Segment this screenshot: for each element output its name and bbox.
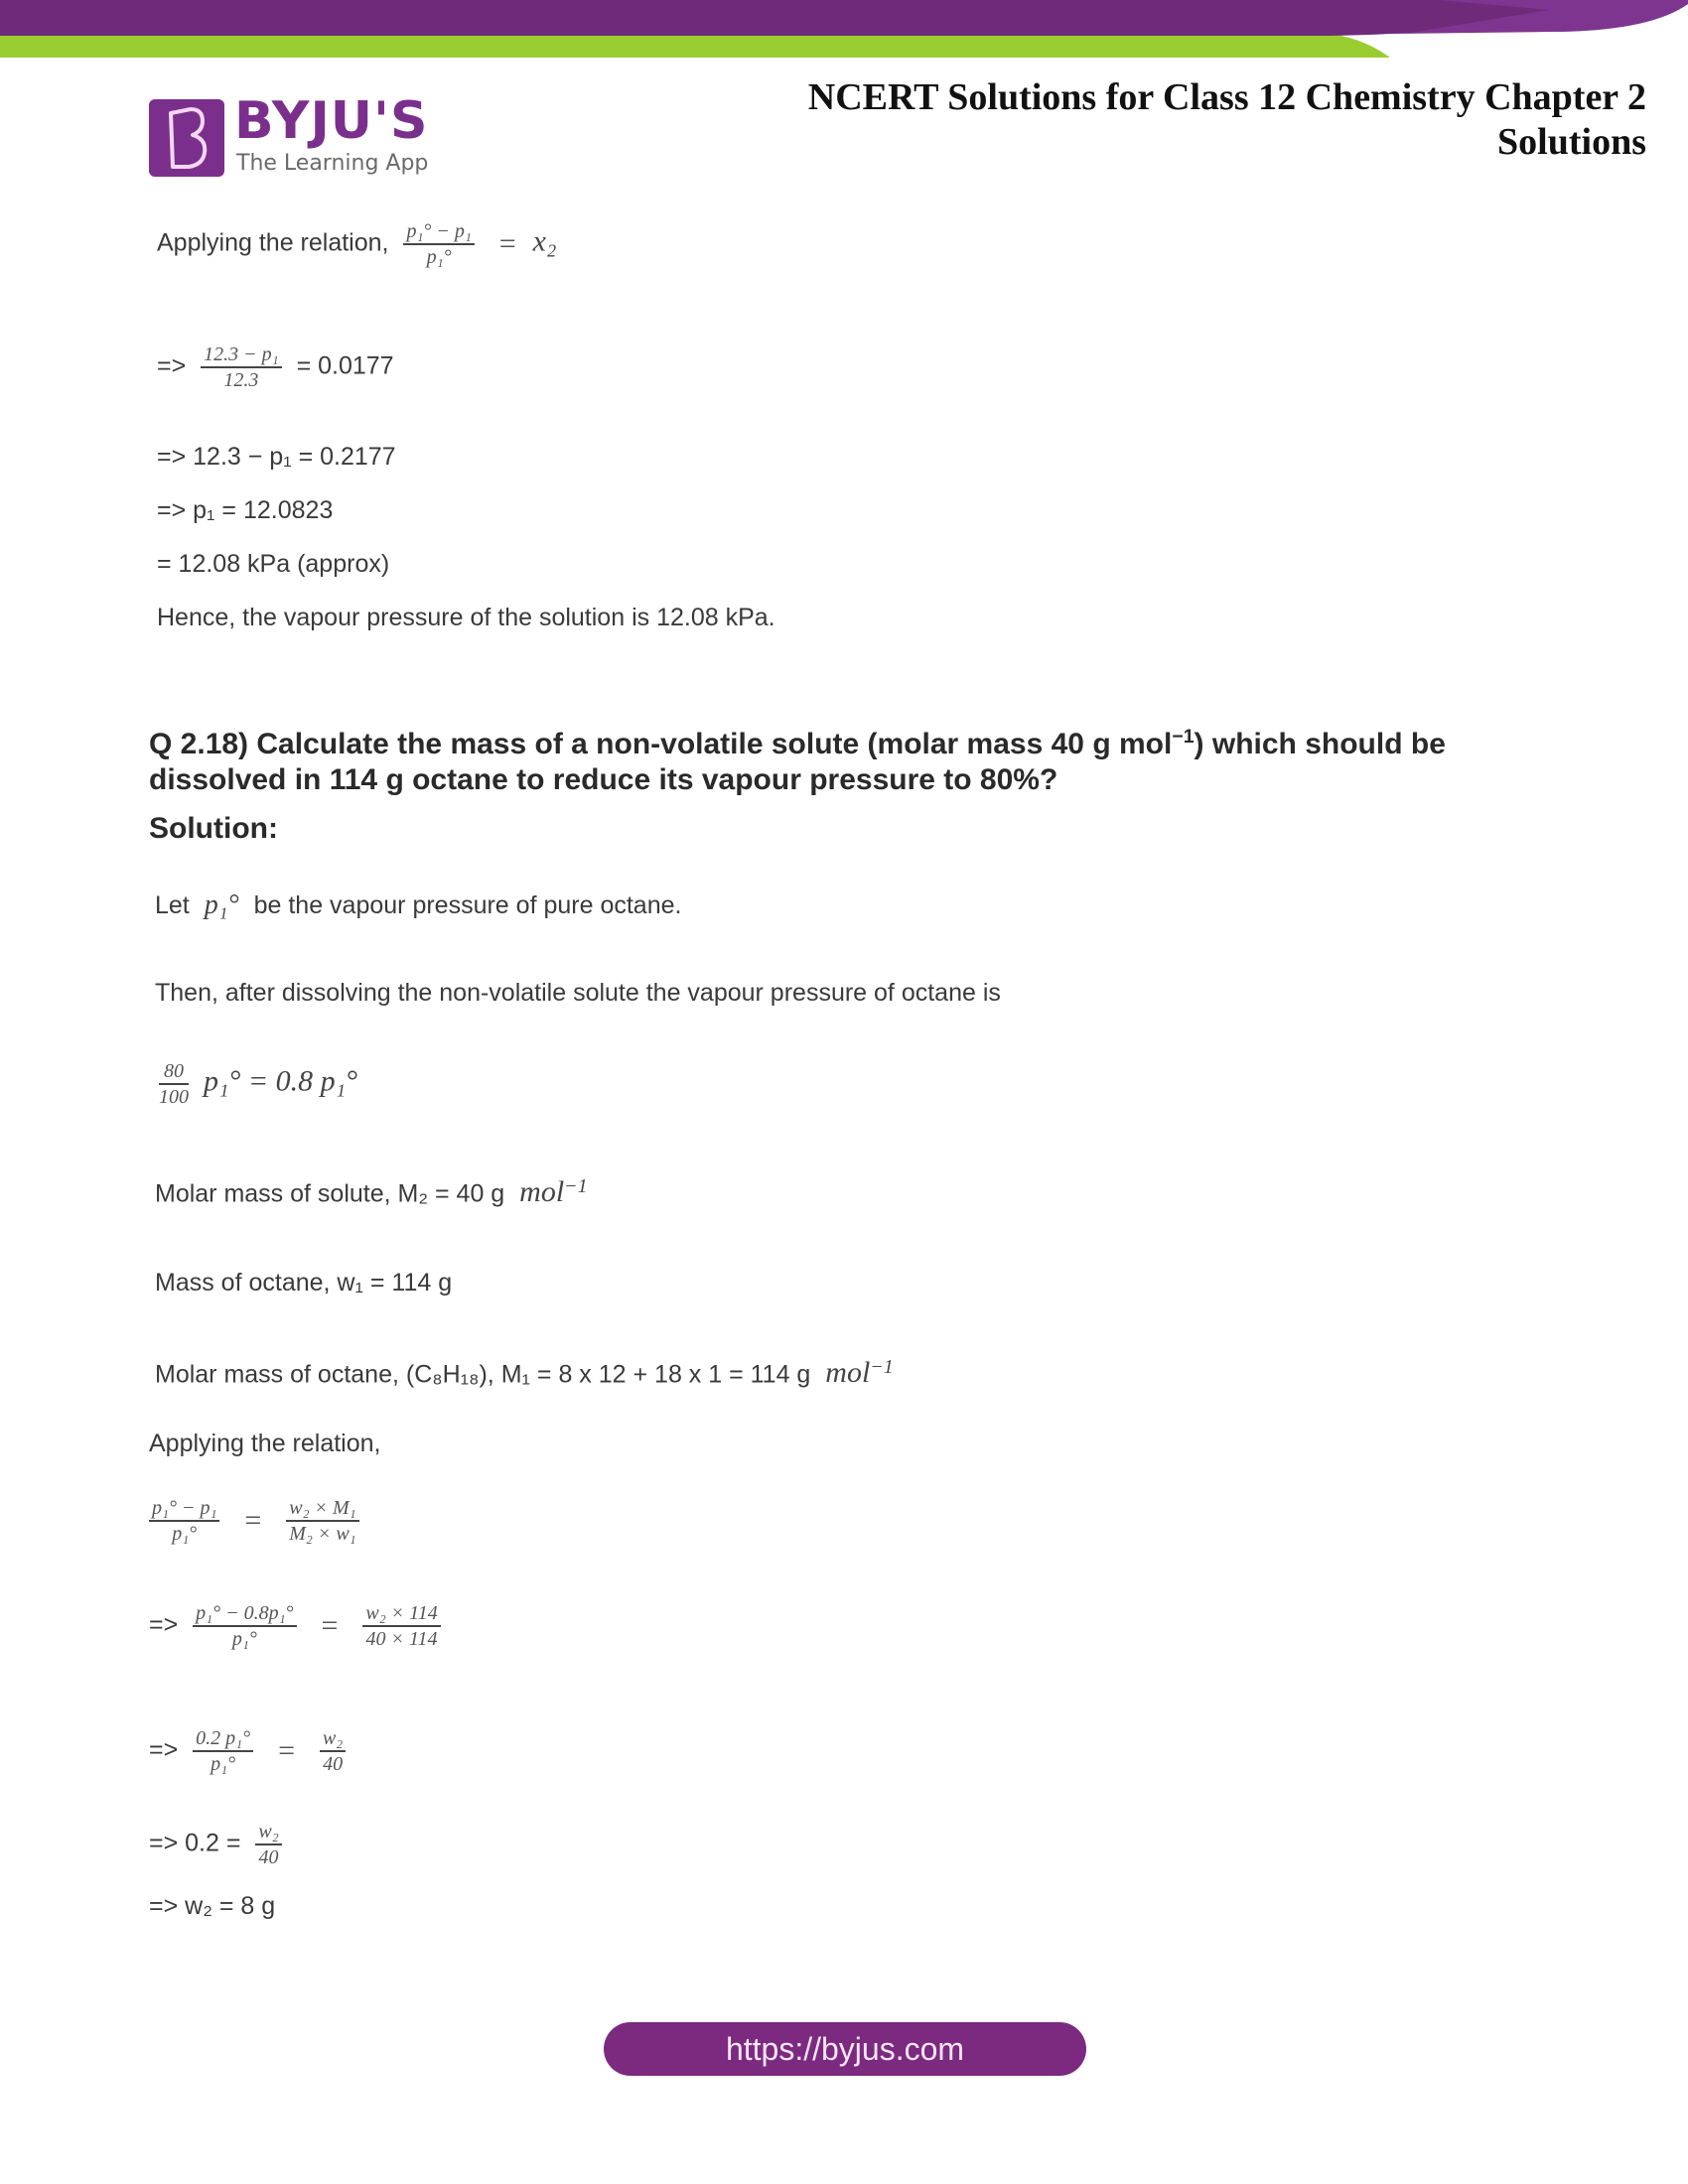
step4-line: = 12.08 kPa (approx) <box>157 550 390 578</box>
substitution-step: => $\frac{\text{p₁° − 0.8p₁°}}{\text{p₁°}}$ = $\frac{\text{w₂ × 114}}{40 \times 114}$ <box>149 1602 449 1650</box>
conclusion-line: Hence, the vapour pressure of the solution is 12.08 kPa. <box>157 604 775 631</box>
relation-equation: $\frac{\text{p₁° − p₁}}{\text{p₁°}}$ = $\frac{\text{w₂ × M₁}}{\text{M₂ × w₁}}$ <box>149 1497 367 1545</box>
final-answer: => w₂ = 8 g <box>149 1892 276 1920</box>
applying-relation-2: Applying the relation, <box>149 1430 381 1457</box>
molar-solute-line: Molar mass of solute, M₂ = 40 g mol$^{-1}$ <box>155 1175 588 1209</box>
byjus-logo[interactable] <box>149 91 437 179</box>
step3-line: => p₁ = 12.0823 <box>157 496 334 524</box>
solution-label: Solution: <box>149 812 278 845</box>
byjus-b-logo-icon <box>149 99 224 177</box>
question-heading: Q 2.18) Calculate the mass of a non-volatile solute (molar mass 40 g mol$^{-1}$) which should be dissolved in 114 g octane to reduce its vapour pressure to 80%? <box>149 726 1446 796</box>
molar-octane-line: Molar mass of octane, (C₈H₁₈), M₁ = 8 x 12 + 18 x 1 = 114 g mol$^{-1}$ <box>155 1356 894 1390</box>
brand-tagline: The Learning App <box>236 151 429 176</box>
then-line: Then, after dissolving the non-volatile solute the vapour pressure of octane is <box>155 979 1001 1007</box>
brand-name: BYJU'S <box>234 91 429 151</box>
website-link[interactable]: https://byjus.com <box>604 2022 1086 2076</box>
title-line-2: Solutions <box>1497 121 1646 163</box>
x2-symbol: x₂ <box>532 224 557 258</box>
eighty-percent-fraction: $\frac{80}{100}$ <box>159 1060 189 1108</box>
relation-fraction: $\frac{\text{p₁° − p₁}}{\text{p₁°}}$ <box>403 220 474 268</box>
applying-relation-line: Applying the relation, $\frac{\text{p₁° − p₁}}{\text{p₁°}}$ = x₂ <box>157 220 557 268</box>
header-banner <box>0 0 1688 60</box>
mass-octane-line: Mass of octane, w₁ = 114 g <box>155 1269 453 1297</box>
title-line-1: NCERT Solutions for Class 12 Chemistry Chapter 2 <box>807 76 1646 118</box>
ratio-step: => 0.2 = $\frac{\text{w₂}}{40}$ <box>149 1821 290 1868</box>
text: Applying the relation, <box>157 228 389 257</box>
let-line: Let p₁° be the vapour pressure of pure octane. <box>155 889 682 920</box>
step2-line: => 12.3 − p₁ = 0.2177 <box>157 443 396 471</box>
step1-line: => $\frac{\text{12.3 − p₁}}{12.3}$ = 0.0177 <box>157 343 394 391</box>
simplify-step: => $\frac{\text{0.2 p₁°}}{\text{p₁°}}$ = $\frac{\text{w₂}}{40}$ <box>149 1727 353 1775</box>
eq1-line: $\frac{80}{100}$ p₁° = 0.8 p₁° <box>159 1060 358 1108</box>
step1-fraction: $\frac{\text{12.3 − p₁}}{12.3}$ <box>201 343 281 391</box>
document-title <box>808 75 1646 165</box>
